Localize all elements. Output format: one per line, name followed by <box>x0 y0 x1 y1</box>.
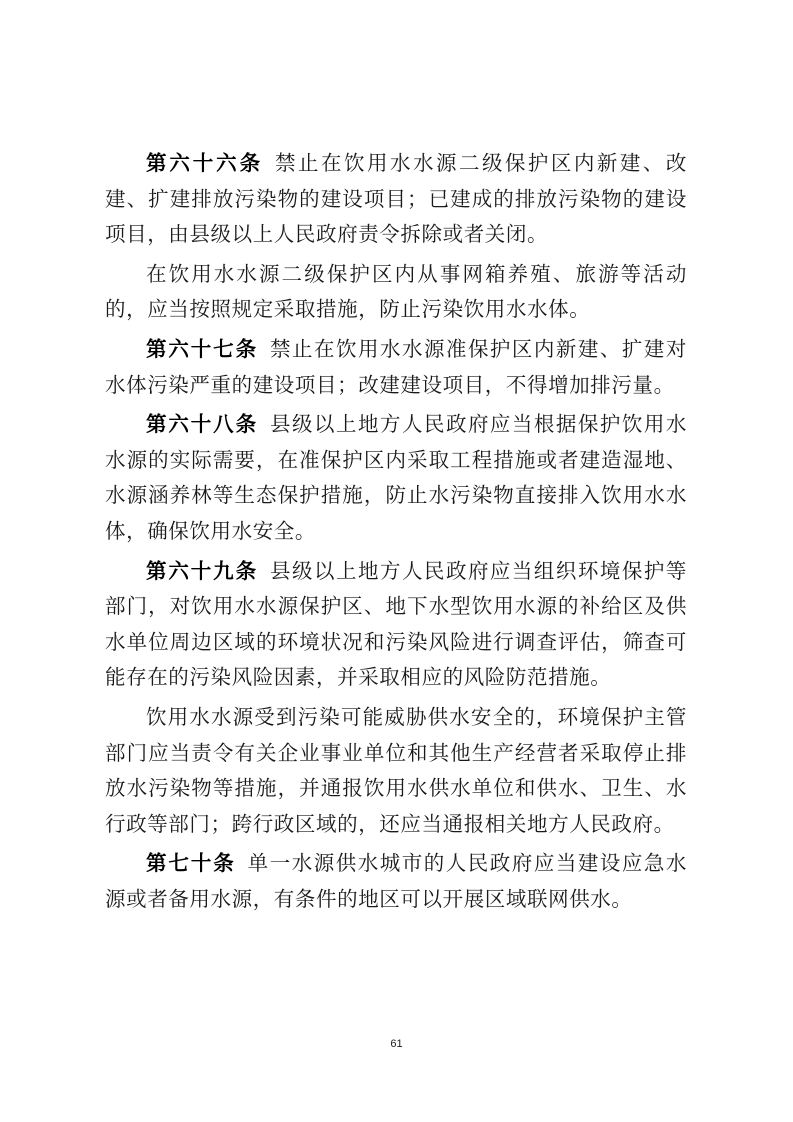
article-text: 县级以上地方人民政府应当根据保护饮用水水源的实际需要，在准保护区内采取工程措施或者建造湿地、水源涵养林等生态保护措施，防止水污染物直接排入饮用水水体，确保饮用水安全。 <box>105 412 687 543</box>
article-title: 第七十条 <box>146 851 236 876</box>
page-number: 61 <box>390 1038 403 1050</box>
paragraph-text: 饮用水水源受到污染可能威胁供水安全的，环境保护主管部门应当责令有关企业事业单位和其他生产经营者采取停止排放水污染物等措施，并通报饮用水供水单位和供水、卫生、水行政等部门；跨行政区域的，还应当通报相关地方人民政府。 <box>105 704 687 836</box>
paragraph-article-69-continued <box>105 700 687 842</box>
paragraph-text: 在饮用水水源二级保护区内从事网箱养殖、旅游等活动的，应当按照规定采取措施，防止污染饮用水水体。 <box>105 261 687 322</box>
paragraph-article-69 <box>105 554 687 696</box>
paragraph-article-68 <box>105 407 687 549</box>
article-title: 第六十九条 <box>146 558 258 583</box>
paragraph-article-67 <box>105 332 687 403</box>
article-title: 第六十六条 <box>146 151 263 175</box>
article-title: 第六十八条 <box>146 412 258 437</box>
paragraph-article-70 <box>105 846 687 917</box>
document-body <box>105 146 687 921</box>
article-text: 禁止在饮用水水源二级保护区内新建、改建、扩建排放污染物的建设项目；已建成的排放污染物的建设项目，由县级以上人民政府责令拆除或者关闭。 <box>105 151 687 247</box>
paragraph-article-66-continued <box>105 257 687 328</box>
paragraph-article-66 <box>105 146 687 253</box>
article-text: 县级以上地方人民政府应当组织环境保护等部门，对饮用水水源保护区、地下水型饮用水源的补给区及供水单位周边区域的环境状况和污染风险进行调查评估，筛查可能存在的污染风险因素，并采取相应的风险防范措施。 <box>105 558 687 690</box>
article-title: 第六十七条 <box>146 336 258 361</box>
article-text: 禁止在饮用水水源准保护区内新建、扩建对水体污染严重的建设项目；改建建设项目，不得增加排污量。 <box>105 336 687 397</box>
article-text: 单一水源供水城市的人民政府应当建设应急水源或者备用水源，有条件的地区可以开展区域联网供水。 <box>105 851 688 911</box>
